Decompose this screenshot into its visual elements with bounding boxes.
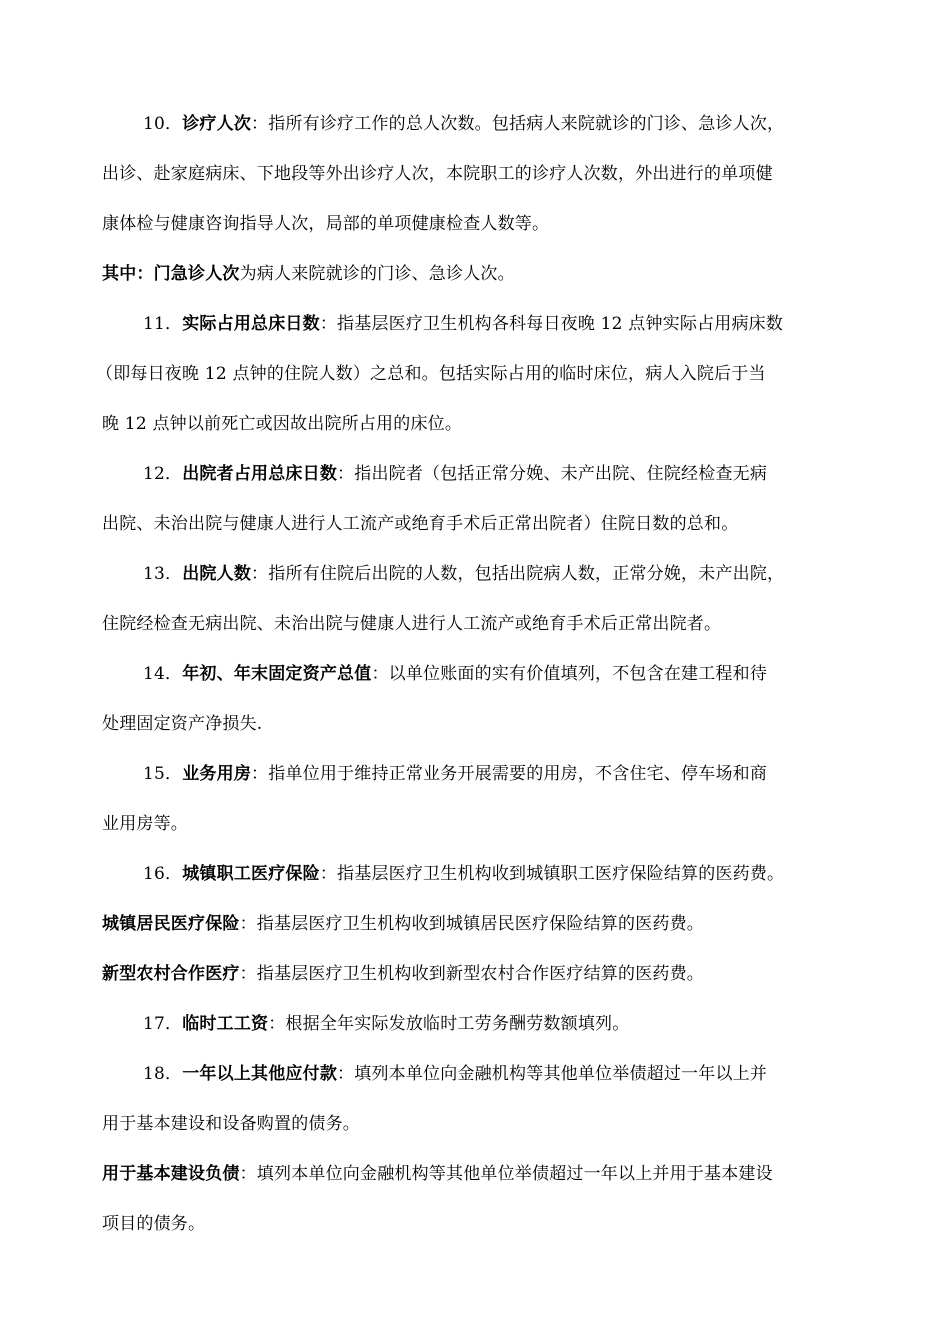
- item-number: 10．: [143, 114, 183, 134]
- item-term: 一年以上其他应付款: [182, 1064, 338, 1084]
- item-text: ：填列本单位向金融机构等其他单位举债超过一年以上并用于基本建设: [239, 1164, 773, 1184]
- item-text: ：指基层医疗卫生机构收到城镇职工医疗保险结算的医药费。: [319, 864, 785, 884]
- item-text: ：指所有诊疗工作的总人次数。包括病人来院就诊的门诊、急诊人次，: [251, 114, 785, 134]
- item-term: 诊疗人次: [182, 114, 252, 134]
- item-term: 新型农村合作医疗: [102, 964, 240, 984]
- item-15-line-1: [143, 762, 903, 786]
- item-number: 15．: [143, 764, 183, 784]
- item-text: ：指单位用于维持正常业务开展需要的用房，不含住宅、停车场和商: [251, 764, 768, 784]
- item-10-line-2: 出诊、赴家庭病床、下地段等外出诊疗人次，本院职工的诊疗人次数，外出进行的单项健: [102, 164, 773, 184]
- item-text: ：根据全年实际发放临时工劳务酬劳数额填列。: [268, 1014, 630, 1034]
- item-12-line-1: [143, 462, 903, 486]
- item-text: 为病人来院就诊的门诊、急诊人次。: [239, 264, 515, 284]
- item-term: 实际占用总床日数: [182, 314, 320, 334]
- item-term: 城镇居民医疗保险: [102, 914, 240, 934]
- item-term: 临时工工资: [182, 1014, 269, 1034]
- item-12-line-2: 出院、未治出院与健康人进行人工流产或绝育手术后正常出院者）住院日数的总和。: [102, 514, 739, 534]
- item-number: 13．: [143, 564, 183, 584]
- item-number: 11．: [143, 314, 183, 334]
- item-15-line-2: 业用房等。: [102, 814, 188, 834]
- sub-item-capital-construction-debt-line-1: [102, 1162, 862, 1186]
- item-text: ：指所有住院后出院的人数，包括出院病人数，正常分娩，未产出院，: [251, 564, 785, 584]
- item-17-line-1: [143, 1012, 903, 1036]
- item-text: ：填列本单位向金融机构等其他单位举债超过一年以上并: [337, 1064, 768, 1084]
- item-term: 用于基本建设负债: [102, 1164, 240, 1184]
- item-13-line-2: 住院经检查无病出院、未治出院与健康人进行人工流产或绝育手术后正常出院者。: [102, 614, 722, 634]
- item-number: 18．: [143, 1064, 183, 1084]
- item-text: ：指基层医疗卫生机构收到城镇居民医疗保险结算的医药费。: [239, 914, 705, 934]
- sub-item-urban-resident-insurance: [102, 912, 862, 936]
- item-term: 业务用房: [182, 764, 252, 784]
- item-11-line-1: [143, 312, 903, 336]
- item-term: 其中：门急诊人次: [102, 264, 240, 284]
- item-term: 出院者占用总床日数: [182, 464, 338, 484]
- item-term: 出院人数: [182, 564, 252, 584]
- item-10-line-3: 康体检与健康咨询指导人次，局部的单项健康检查人数等。: [102, 214, 550, 234]
- item-18-line-2: 用于基本建设和设备购置的债务。: [102, 1114, 360, 1134]
- item-text: ：指基层医疗卫生机构各科每日夜晚 12 点钟实际占用病床数: [319, 314, 784, 334]
- sub-item-rural-cooperative-medical: [102, 962, 862, 986]
- item-number: 17．: [143, 1014, 183, 1034]
- item-14-line-1: [143, 662, 903, 686]
- item-term: 年初、年末固定资产总值: [182, 664, 372, 684]
- item-18-line-1: [143, 1062, 903, 1086]
- sub-item-outpatient: [102, 262, 862, 286]
- item-16-line-1: [143, 862, 903, 886]
- sub-item-capital-construction-debt-line-2: 项目的债务。: [102, 1214, 206, 1234]
- item-number: 16．: [143, 864, 183, 884]
- item-14-line-2: 处理固定资产净损失.: [102, 714, 263, 734]
- item-10-line-1: [143, 112, 903, 136]
- item-number: 14．: [143, 664, 183, 684]
- item-text: ：指基层医疗卫生机构收到新型农村合作医疗结算的医药费。: [239, 964, 705, 984]
- item-13-line-1: [143, 562, 903, 586]
- item-11-line-2: （即每日夜晚 12 点钟的住院人数）之总和。包括实际占用的临时床位，病人入院后于当: [96, 364, 766, 384]
- item-11-line-3: 晚 12 点钟以前死亡或因故出院所占用的床位。: [102, 414, 463, 434]
- item-text: ：以单位账面的实有价值填列，不包含在建工程和待: [371, 664, 768, 684]
- item-text: ：指出院者（包括正常分娩、未产出院、住院经检查无病: [337, 464, 768, 484]
- item-number: 12．: [143, 464, 183, 484]
- item-term: 城镇职工医疗保险: [182, 864, 320, 884]
